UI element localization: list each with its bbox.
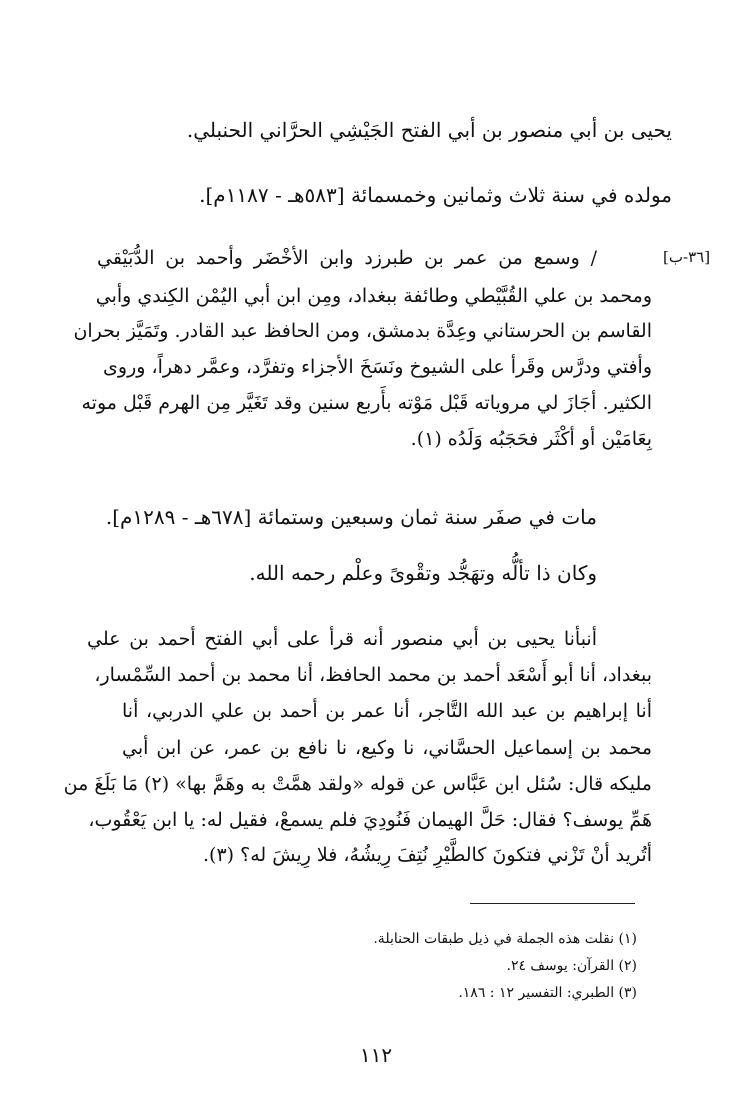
- paragraph-line: القاسم بن الحرستاني وعِدَّة بدمشق، ومن الحافظ عبد القادر. وتَمَيَّز بحران: [73, 320, 652, 342]
- footnote: (٢) القرآن: يوسف ٢٤.: [506, 958, 637, 974]
- footnote-separator: [470, 903, 635, 904]
- biography-title-line: يحيى بن أبي منصور بن أبي الفتح الجَيْشِي الحرَّاني الحنبلي.: [186, 118, 672, 142]
- hadith-chain-line: أتُريد أنْ تَزْني فتكونَ كالطَّيْرِ نُتِفَ رِيشُهُ، فلا رِيشَ له؟ (٣).: [202, 844, 652, 866]
- virtue-line: وكان ذا تألُّه وتهَجُّد وتقْوىً وعلْم رحمه الله.: [249, 561, 597, 585]
- footnote: (١) نقلت هذه الجملة في ذيل طبقات الحنابلة.: [373, 931, 637, 947]
- hadith-chain-line: محمد بن إسماعيل الحسَّاني، نا وكيع، نا نافع بن عمر، عن ابن أبي: [122, 737, 652, 759]
- paragraph-line: ومحمد بن علي القُبَّيْطي وطائفة ببغداد، ومِن ابن أبي اليُمْن الكِندي وأبي: [95, 285, 652, 307]
- hadith-chain-line: مليكه قال: سُئل ابن عَبَّاس عن قوله «ولقد همَّتْ به وهَمَّ بها» (٢) مَا بَلَغَ من: [63, 773, 652, 795]
- paragraph-line: بِعَامَيْن أو أكْثَر فحَجَبُه وَلَدُه (١).: [410, 428, 652, 450]
- paragraph-line: وأفتي ودرَّس وقَرأ على الشيوخ ونَسَخَ الأجزاء وتفرَّد، وعمَّر دهراً، وروى: [103, 356, 652, 378]
- hadith-chain-line: هَمِّ يوسف؟ فقال: حَلَّ الهيمان فَنُودِيَ فلم يسمعْ، فقيل له: يا ابن يَعْقُوب،: [88, 809, 652, 831]
- death-date-line: مات في صفَر سنة ثمان وسبعين وستمائة [٦٧٨هـ - ١٢٨٩م].: [105, 505, 597, 529]
- paragraph-line: الكثير. أجَازَ لي مروياته قَبْل مَوْته بأَربع سنين وقد تَغَيَّر مِن الهرم قَبْل موته: [81, 392, 652, 414]
- hadith-chain-line: أنا إبراهيم بن عبد الله التَّاجر، أنا عمر بن أحمد بن علي الدربي، أنا: [122, 700, 652, 722]
- birth-date-line: مولده في سنة ثلاث وثمانين وخمسمائة [٥٨٣هـ - ١١٨٧م].: [199, 183, 672, 207]
- hadith-chain-line: أنبأنا يحيى بن أبي منصور أنه قرأ على أبي الفتح أحمد بن علي: [87, 628, 597, 650]
- hadith-chain-line: ببغداد، أنا أبو أَسْعَد أحمد بن محمد الحافظ، أنا محمد بن أحمد السِّمْسار،: [94, 664, 652, 686]
- manuscript-folio-reference: [٣٦-ب]: [663, 248, 711, 266]
- paragraph-line: / وسمع من عمر بن طبرزد وابن الأخْضَر وأحمد بن الدُّبَيْقي: [97, 247, 597, 269]
- footnote: (٣) الطبري: التفسير ١٢ : ١٨٦.: [458, 985, 637, 1001]
- page-number: ١١٢: [359, 1043, 393, 1067]
